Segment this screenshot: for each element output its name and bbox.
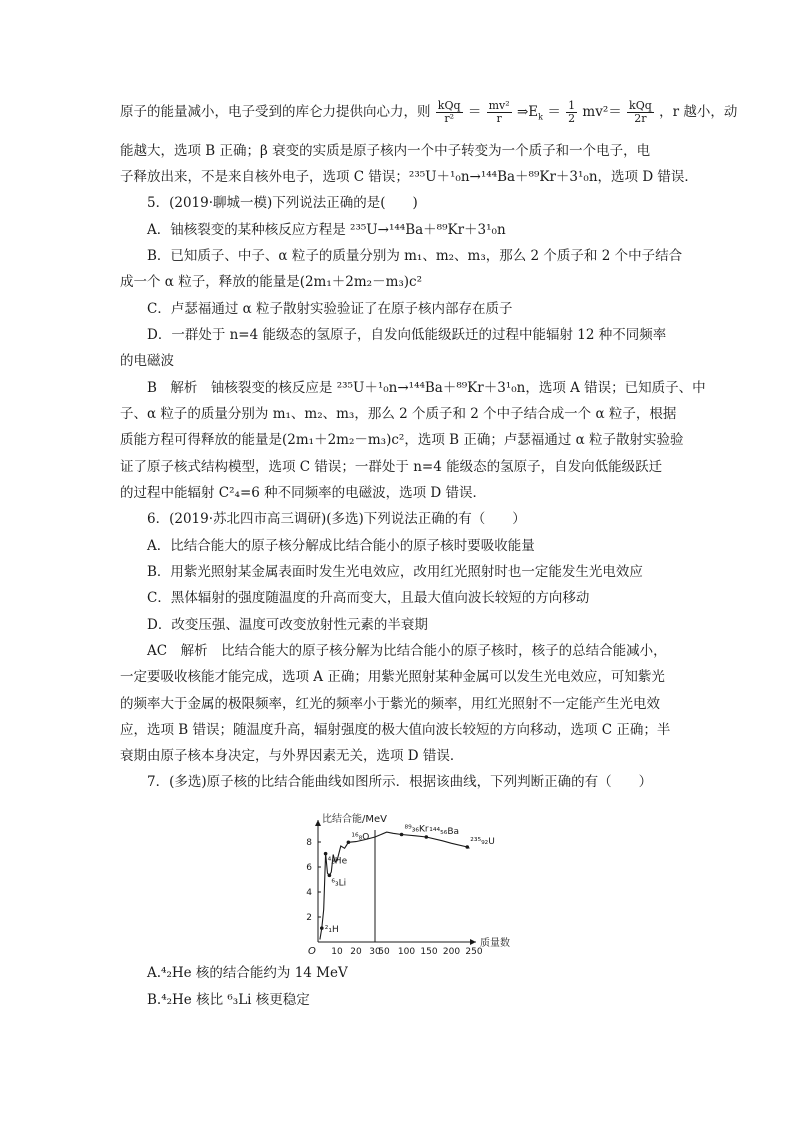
text-segment: mv²＝ — [582, 104, 622, 120]
x-tick-label: 200 — [442, 947, 461, 957]
numerator: kQq — [629, 99, 652, 112]
solution-6-line: 衰期由原子核本身决定，与外界因素无关，选项 D 错误． — [120, 748, 464, 764]
fraction — [627, 100, 654, 125]
question-5-option-c: C．卢瑟福通过 α 粒子散射实验验证了在原子核内部存在质子 — [147, 301, 513, 317]
y-tick-label: 8 — [306, 838, 312, 848]
y-tick-label: 6 — [306, 863, 312, 873]
nuclide-label: ²³⁵₉₂U — [470, 837, 495, 847]
x-ticks — [331, 947, 483, 957]
x-tick-label: 100 — [397, 947, 416, 957]
solution-5-line: 证了原子核式结构模型，选项 C 错误；一群处于 n=4 能级态的氢原子，自发向低能级跃迁 — [120, 459, 663, 475]
question-7-option-b: B.⁴₂He 核比 ⁶₃Li 核更稳定 — [147, 992, 310, 1008]
solution-5-line: 的过程中能辐射 C²₄=6 种不同频率的电磁波，选项 D 错误． — [120, 485, 487, 501]
nuclide-label: ⁴₂He — [327, 856, 348, 867]
fraction — [436, 100, 463, 125]
denominator: 2 — [568, 112, 576, 125]
question-5-option-b: B．已知质子、中子、α 粒子的质量分别为 m₁、m₂、m₃，那么 2 个质子和 2 个中子结合 — [147, 248, 683, 264]
y-axis-label: 比结合能/MeV — [322, 814, 387, 825]
question-5-option-d: D．一群处于 n=4 能级态的氢原子，自发向低能级跃迁的过程中能辐射 12 种不同频率 — [147, 327, 667, 343]
solution-5-line: 质能方程可得释放的能量是(2m₁＋2m₂－m₃)c²，选项 B 正确；卢瑟福通过 α 粒子散射实验验 — [120, 432, 684, 448]
equals-sign: ＝ — [547, 104, 561, 120]
numerator: kQq — [437, 99, 461, 112]
question-7-option-a: A.⁴₂He 核的结合能约为 14 MeV — [147, 965, 348, 981]
numerator: mv² — [488, 99, 510, 112]
y-axis-arrow — [315, 820, 321, 826]
data-point — [465, 845, 469, 849]
x-tick-label: 30 — [369, 947, 381, 957]
x-tick-label: 50 — [378, 947, 390, 957]
y-tick-label: 2 — [306, 913, 312, 923]
question-6-option-d: D．改变压强、温度可改变放射性元素的半衰期 — [147, 617, 428, 633]
question-6-option-a: A．比结合能大的原子核分解成比结合能小的原子核时要吸收能量 — [147, 538, 535, 554]
question-6-option-b: B．用紫光照射某金属表面时发生光电效应，改用红光照射时也一定能发生光电效应 — [147, 564, 643, 580]
data-point — [347, 840, 351, 844]
y-ticks — [306, 838, 321, 923]
question-6-option-c: C．黑体辐射的强度随温度的升高而变大，且最大值向波长较短的方向移动 — [147, 590, 590, 606]
solution-6-line: AC 解析 比结合能大的原子核分解为比结合能小的原子核时，核子的总结合能减小， — [147, 643, 667, 659]
solution-6-line: 的频率大于金属的极限频率，红光的频率小于紫光的频率，用红光照射不一定能产生光电效 — [120, 696, 660, 712]
data-point — [425, 835, 429, 839]
x-tick-label: 20 — [350, 947, 362, 957]
question-5-stem: 5．(2019·聊城一模)下列说法正确的是( ) — [147, 195, 418, 211]
question-6-stem: 6．(2019·苏北四市高三调研)(多选)下列说法正确的有（ ） — [147, 511, 526, 527]
binding-energy-chart — [290, 810, 520, 960]
origin-label: O — [308, 946, 316, 957]
question-5-option-b-cont: 成一个 α 粒子，释放的能量是(2m₁＋2m₂－m₃)c² — [120, 274, 423, 290]
implies-energy: ⇒E — [516, 104, 539, 120]
solution-6-line: 一定要吸收核能才能完成，选项 A 正确；用紫光照射某种金属可以发生光电效应，可知紫光 — [120, 669, 665, 685]
fraction — [487, 100, 512, 125]
nuclide-label: ²₁H — [324, 925, 339, 936]
question-5-option-a: A．铀核裂变的某种核反应方程是 ²³⁵U→¹⁴⁴Ba＋⁸⁹Kr＋3¹₀n — [147, 222, 506, 238]
data-point — [320, 926, 324, 930]
numerator: 1 — [568, 99, 576, 112]
fraction — [566, 100, 577, 125]
denominator: r — [496, 112, 502, 125]
question-7-stem: 7．(多选)原子核的比结合能曲线如图所示．根据该曲线，下列判断正确的有（ ） — [147, 774, 653, 790]
x-axis-label: 质量数 — [480, 938, 510, 949]
subscript-k: k — [538, 112, 544, 122]
text-segment: 原子的能量减小，电子受到的库仑力提供向心力，则 — [120, 104, 431, 120]
solution-5-line: 子、α 粒子的质量分别为 m₁、m₂、m₃，那么 2 个质子和 2 个中子结合成一个 α 粒子，根据 — [120, 406, 677, 422]
nuclide-label: ¹⁶₈O — [351, 832, 370, 843]
solution-6-line: 应，选项 B 错误；随温度升高，辐射强度的极大值向波长较短的方向移动，选项 C 正确；半 — [120, 722, 671, 738]
paragraph-line: 能越大，选项 B 正确；β 衰变的实质是原子核内一个中子转变为一个质子和一个电子，电 — [120, 143, 651, 159]
text-segment: ，r 越小，动 — [659, 104, 738, 120]
solution-5-line: B 解析 铀核裂变的核反应是 ²³⁵U＋¹₀n→¹⁴⁴Ba＋⁸⁹Kr＋3¹₀n，选项 A 错误；已知质子、中 — [147, 380, 706, 396]
x-tick-label: 150 — [420, 947, 438, 957]
question-5-option-d-cont: 的电磁波 — [120, 353, 174, 369]
paragraph-line — [120, 100, 737, 128]
nuclide-label: ⁸⁹₃₆Kr — [404, 824, 429, 835]
nuclide-labels — [325, 825, 495, 936]
x-tick-label: 250 — [465, 947, 483, 957]
data-point — [328, 874, 332, 878]
denominator: r² — [444, 112, 454, 125]
y-tick-label: 4 — [306, 888, 312, 898]
data-point — [400, 833, 404, 837]
paragraph-line: 子释放出来，不是来自核外电子，选项 C 错误；²³⁵U＋¹₀n→¹⁴⁴Ba＋⁸⁹Kr＋3¹₀n，选项 D 错误． — [120, 169, 698, 185]
equals-sign: ＝ — [467, 104, 482, 120]
nuclide-label: ⁶₃Li — [331, 878, 347, 889]
nuclide-label: ¹⁴⁴₅₆Ba — [429, 827, 460, 837]
denominator: 2r — [634, 112, 647, 125]
x-axis-arrow — [470, 939, 476, 945]
x-tick-label: 10 — [331, 947, 343, 957]
data-point — [324, 852, 328, 856]
